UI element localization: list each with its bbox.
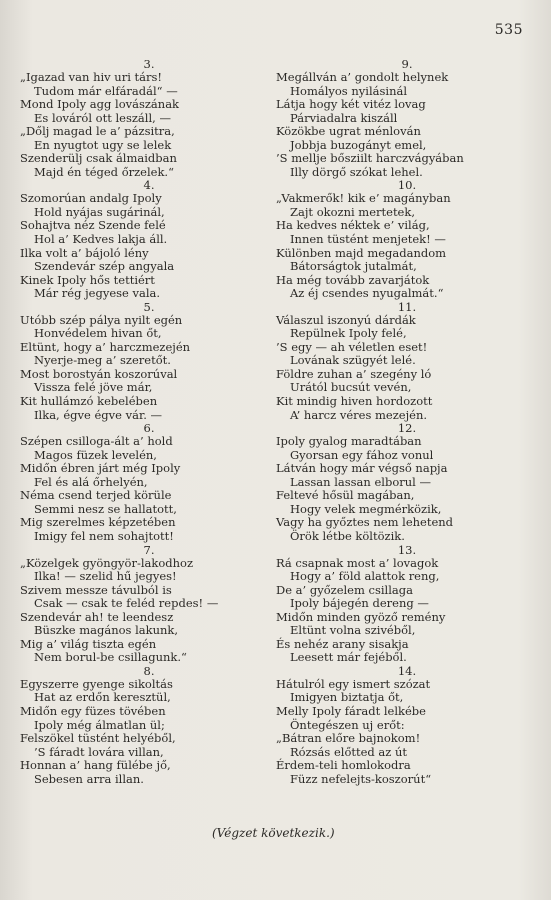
verse-line: „Igazad van hiv uri társ! [20, 70, 163, 84]
verse-line: Rózsás előtted az út [290, 744, 408, 759]
verse-line: „Közelgek gyöngyör-lakodhoz [20, 555, 194, 570]
verse-line: Érdem-teli homlokodra [276, 758, 411, 773]
verse-line: Sebesen arra illan. [34, 771, 144, 786]
verse-line: De a’ győzelem csillaga [276, 582, 413, 597]
stanza-number: 9. [401, 57, 413, 71]
verse-line: Látja hogy két vitéz lovag [276, 97, 426, 112]
verse-line: Urától bucsút vevén, [290, 380, 412, 395]
stanza-number: 7. [143, 542, 155, 557]
right-column [276, 58, 538, 786]
verse-line: Utóbb szép pálya nyilt egén [20, 312, 183, 327]
verse-line: Néma csend terjed körüle [20, 488, 172, 503]
stanza-number: 13. [397, 542, 417, 557]
verse-line: Es lováról ott leszáll, — [34, 110, 171, 125]
verse-line: Az éj csendes nyugalmát.“ [290, 286, 444, 301]
verse-line: Mig szerelmes képzetében [20, 515, 176, 530]
verse-line: Öntegészen uj erőt: [290, 717, 405, 732]
verse-line: Most borostyán koszorúval [20, 366, 178, 381]
verse-line: Majd én téged őrzelek.“ [34, 164, 174, 179]
verse-line: ’S egy — ah véletlen eset! [276, 339, 428, 354]
verse-line: Innen tüstént menjetek! — [290, 232, 446, 247]
verse-line: Honvédelem hivan őt, [34, 326, 162, 341]
stanza [20, 58, 278, 179]
stanza-number: 12. [397, 421, 417, 436]
verse-line: Hogy velek megmérközik, [290, 501, 442, 516]
stanza-number: 5. [143, 299, 155, 314]
verse-line: Melly Ipoly fáradt lelkébe [276, 703, 426, 718]
verse-line: Mond Ipoly agg lovászának [20, 97, 180, 112]
verse-line: Gyorsan egy fához vonul [290, 447, 434, 462]
verse-line: Szendevár szép angyala [34, 259, 175, 274]
stanza-number: 8. [143, 663, 155, 678]
verse-line: Földre zuhan a’ szegény ló [276, 366, 432, 381]
verse-line: Füzz nefelejts-koszorút“ [290, 771, 432, 786]
verse-line: Megállván a’ gondolt helynek [276, 70, 449, 84]
verse-line: Felszökel tüstént helyéből, [20, 731, 176, 746]
stanza-number: 10. [397, 178, 417, 193]
verse-line: A’ harcz véres mezején. [290, 407, 428, 422]
verse-line: Hol a’ Kedves lakja áll. [34, 232, 168, 247]
verse-line: Tudom már elfáradál“ — [34, 83, 178, 98]
verse-line: Szivem messze távulból is [20, 582, 172, 597]
verse-line: Kit hullámzó kebelében [20, 394, 158, 409]
verse-line: Honnan a’ hang fülébe jő, [20, 758, 171, 773]
verse-line: Jobbja buzogányt emel, [290, 137, 427, 152]
verse-line: Vagy ha győztes nem lehetend [276, 515, 454, 530]
verse-line: Kit mindig hiven hordozott [276, 394, 433, 409]
verse-line: Egyszerre gyenge sikoltás [20, 676, 173, 691]
verse-line: Eltünt, hogy a’ harczmezején [20, 339, 191, 354]
verse-line: Ilka! — szelid hű jegyes! [34, 569, 177, 584]
stanza [20, 665, 278, 786]
verse-line: Ipoly bájegén dereng — [290, 596, 429, 611]
verse-line: Látván hogy már végső napja [276, 461, 448, 476]
page-number: 535 [494, 22, 523, 38]
verse-line: ’S fáradt lovára villan, [34, 744, 164, 759]
verse-line: Leesett már fejéből. [290, 650, 407, 665]
verse-line: Lassan lassan elborul — [290, 474, 431, 489]
stanza [276, 301, 538, 422]
verse-line: „Vakmerők! kik e’ magányban [276, 191, 451, 206]
verse-line: Fel és alá őrhelyén, [34, 474, 148, 489]
verse-line: Lovának szügyét lelé. [290, 353, 416, 368]
verse-line: Különben majd megadandom [276, 245, 447, 260]
continuation-note: (Végzet következik.) [212, 826, 335, 840]
verse-line: Eltünt volna szivéből, [290, 623, 416, 638]
verse-line: Szomorúan andalg Ipoly [20, 191, 162, 206]
verse-line: Már rég jegyese vala. [34, 286, 161, 301]
stanza [20, 179, 278, 300]
stanza-number: 11. [397, 299, 417, 314]
verse-line: Bátorságtok jutalmát, [290, 259, 417, 274]
verse-line: „Dőlj magad le a’ pázsitra, [20, 124, 175, 139]
verse-line: Hat az erdőn keresztül, [34, 690, 171, 705]
verse-line: Szendevár ah! te leendesz [20, 609, 174, 624]
verse-line: Ilka volt a’ bájoló lény [20, 245, 149, 260]
stanza-number: 14. [397, 663, 417, 678]
verse-line: Ha még tovább zavarjátok [276, 272, 430, 287]
stanza-number: 6. [143, 421, 155, 436]
verse-line: Imigyen biztatja őt, [290, 690, 404, 705]
verse-line: És nehéz arany sisakja [276, 636, 409, 651]
verse-line: Zajt okozni mertetek, [290, 204, 415, 219]
verse-line: Nyerje-meg a’ szeretőt. [34, 353, 171, 368]
verse-line: Repülnek Ipoly felé, [290, 326, 407, 341]
verse-line: Örök létbe költözik. [290, 528, 405, 543]
verse-line: „Bátran előre bajnokom! [276, 731, 421, 746]
verse-line: Nem borul-be csillagunk.“ [34, 650, 187, 665]
verse-line: Ipoly még álmatlan ül; [34, 717, 165, 732]
verse-line: Midőn egy füzes tövében [20, 703, 166, 718]
verse-line: Feltevé hősül magában, [276, 488, 415, 503]
stanza [276, 665, 538, 786]
stanza [276, 179, 538, 300]
stanza-number: 3. [143, 57, 155, 71]
verse-line: Válaszul iszonyú dárdák [276, 312, 416, 327]
verse-line: Ha kedves néktek e’ világ, [276, 218, 430, 233]
stanza [276, 58, 538, 179]
verse-line: Sohajtva néz Szende felé [20, 218, 166, 233]
verse-line: Illy dörgő szókat lehel. [290, 164, 423, 179]
verse-line: Szépen csilloga-ált a’ hold [20, 434, 173, 449]
stanza [276, 422, 538, 543]
verse-line: Midőn minden gyöző remény [276, 609, 446, 624]
verse-line: Ilka, égve égve vár. — [34, 407, 163, 422]
verse-line: Rá csapnak most a’ lovagok [276, 555, 439, 570]
verse-line: Magos füzek levelén, [34, 447, 157, 462]
verse-line: Vissza felé jöve már, [34, 380, 153, 395]
verse-line: Hold nyájas sugárinál, [34, 204, 165, 219]
stanza [20, 422, 278, 543]
left-column [20, 58, 278, 786]
verse-line: Hátulról egy ismert szózat [276, 676, 431, 691]
verse-line: Kinek Ipoly hős tettiért [20, 272, 155, 287]
verse-line: Mig a’ világ tiszta egén [20, 636, 157, 651]
verse-line: Csak — csak te feléd repdes! — [34, 596, 219, 611]
verse-line: Homályos nyilásinál [290, 83, 408, 98]
verse-line: Szenderülj csak álmaidban [20, 151, 177, 166]
verse-line: Párviadalra kiszáll [290, 110, 398, 125]
verse-line: En nyugtot ugy se lelek [34, 137, 172, 152]
stanza [276, 544, 538, 665]
verse-line: Ipoly gyalog maradtában [276, 434, 422, 449]
verse-line: Imigy fel nem sohajtott! [34, 528, 174, 543]
verse-line: Büszke magános lakunk, [34, 623, 179, 638]
verse-line: Közökbe ugrat ménlován [276, 124, 421, 139]
verse-line: Midőn ébren járt még Ipoly [20, 461, 181, 476]
stanza [20, 544, 278, 665]
stanza [20, 301, 278, 422]
verse-line: Hogy a’ föld alattok reng, [290, 569, 440, 584]
verse-line: ’S mellje bősziilt harczvágyában [276, 151, 464, 166]
stanza-number: 4. [143, 178, 155, 193]
verse-line: Semmi nesz se hallatott, [34, 501, 177, 516]
